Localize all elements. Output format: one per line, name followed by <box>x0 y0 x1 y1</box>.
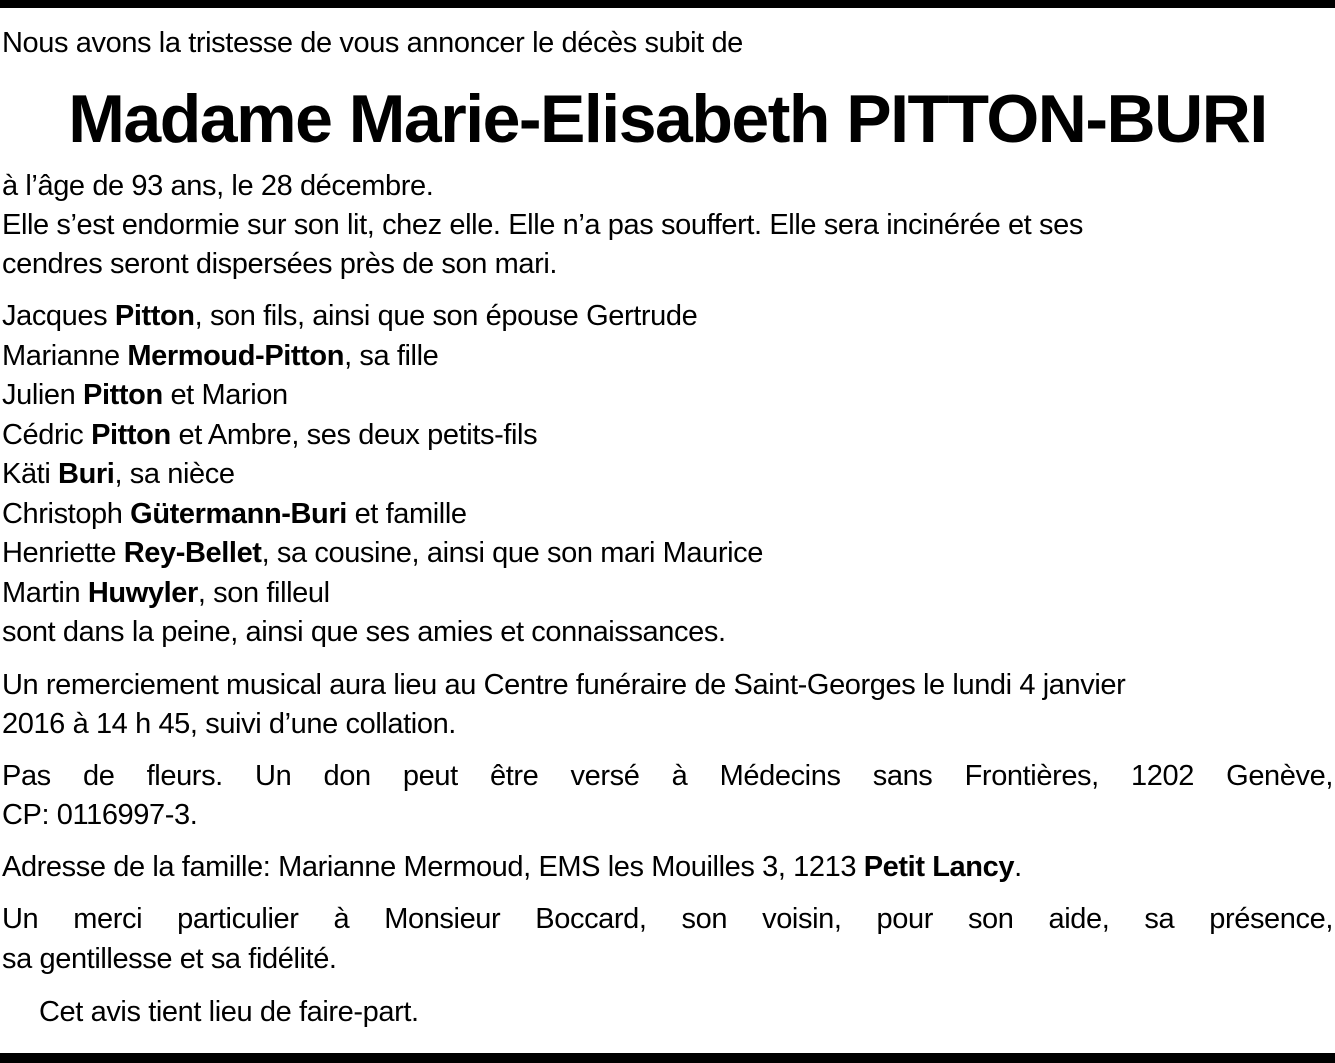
thanks-line-2: sa gentillesse et sa fidélité. <box>2 943 337 975</box>
thanks-line-1: Un merci particulier à Monsieur Boccard, son voisin, pour son aide, sa présence, <box>2 903 1333 935</box>
circumstances-line-2: cendres seront dispersées près de son mari. <box>2 248 558 280</box>
family-member: Käti Buri, sa nièce <box>2 458 235 490</box>
family-member: Henriette Rey-Bellet, sa cousine, ainsi que son mari Maurice <box>2 537 763 569</box>
ceremony-line-1: Un remerciement musical aura lieu au Centre funéraire de Saint-Georges le lundi 4 janvier <box>2 669 1126 701</box>
deceased-name: Madame Marie-Elisabeth PITTON-BURI <box>68 81 1267 157</box>
closing-note: Cet avis tient lieu de faire-part. <box>39 996 419 1028</box>
donation-line-1: Pas de fleurs. Un don peut être versé à Médecins sans Frontières, 1202 Genève, <box>2 760 1333 792</box>
family-member: Cédric Pitton et Ambre, ses deux petits-fils <box>2 419 538 451</box>
intro-text: Nous avons la tristesse de vous annoncer le décès subit de <box>2 27 743 59</box>
family-closing: sont dans la peine, ainsi que ses amies et connaissances. <box>2 616 726 648</box>
family-member: Jacques Pitton, son fils, ainsi que son épouse Gertrude <box>2 300 698 332</box>
circumstances-line-1: Elle s’est endormie sur son lit, chez elle. Elle n’a pas souffert. Elle sera incinérée et ses <box>2 209 1083 241</box>
top-rule <box>0 0 1335 8</box>
family-member: Julien Pitton et Marion <box>2 379 288 411</box>
bottom-rule <box>0 1053 1335 1063</box>
family-member: Martin Huwyler, son filleul <box>2 577 330 609</box>
age-line: à l’âge de 93 ans, le 28 décembre. <box>2 170 434 202</box>
family-member: Marianne Mermoud-Pitton, sa fille <box>2 340 439 372</box>
donation-line-2: CP: 0116997-3. <box>2 799 198 831</box>
family-member: Christoph Gütermann-Buri et famille <box>2 498 467 530</box>
family-address: Adresse de la famille: Marianne Mermoud, EMS les Mouilles 3, 1213 Petit Lancy. <box>2 851 1022 883</box>
ceremony-line-2: 2016 à 14 h 45, suivi d’une collation. <box>2 708 456 740</box>
